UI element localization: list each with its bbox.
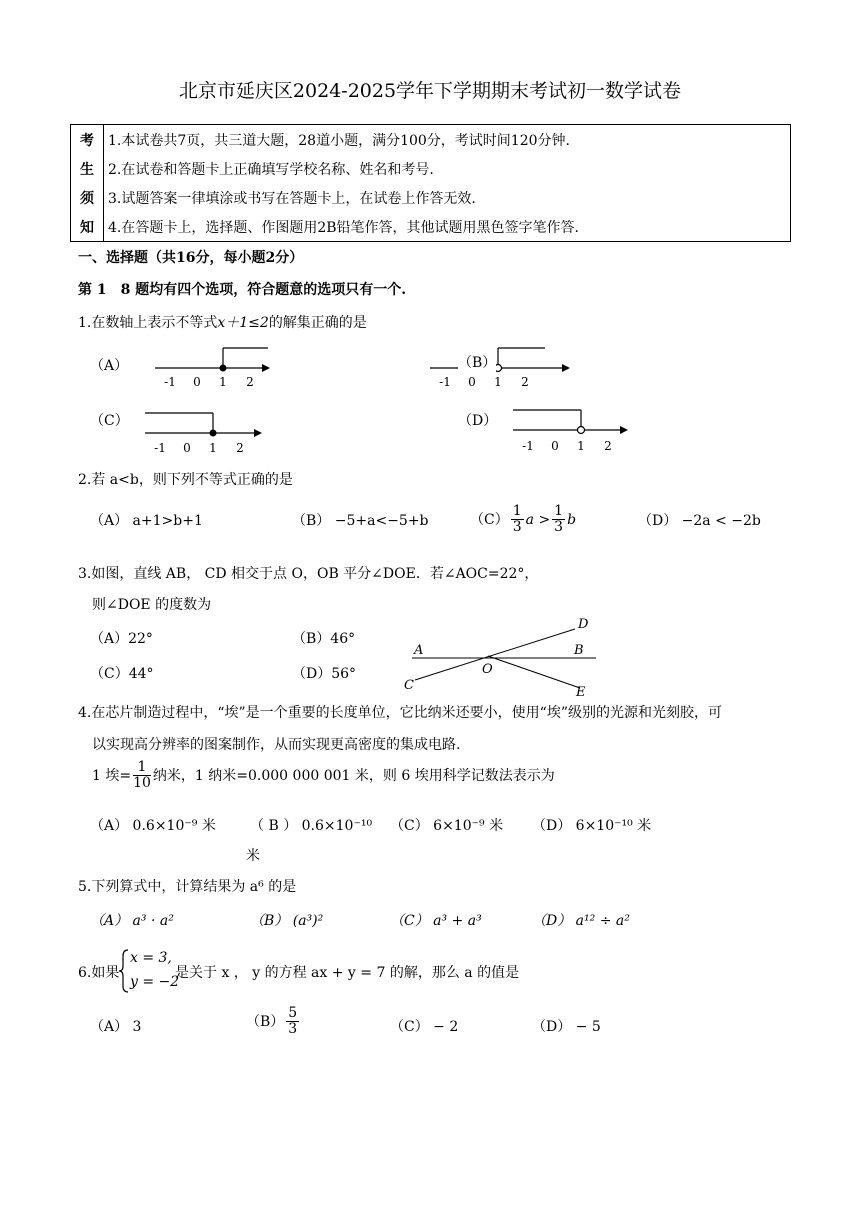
- q1-stem: [78, 312, 367, 332]
- q6-suffix: 是关于 x ， y 的方程 ax + y = 7 的解，那么 a 的值是: [175, 965, 520, 981]
- q4-option-a: （A） 0.6×10⁻⁹ 米: [90, 818, 216, 834]
- q4-line3-post: 纳米，1 纳米=0.000 000 001 米，则 6 埃用科学记数法表示为: [152, 767, 555, 784]
- q6-frac-num: 5: [288, 1005, 298, 1021]
- q1-stem-expr: x＋1≤2: [217, 315, 269, 331]
- q5-stem: 5.下列算式中，计算结果为 a⁶ 的是: [78, 879, 297, 895]
- q2-frac-num: 1: [554, 503, 564, 519]
- q2-option-b: （B） −5+a<−5+b: [292, 513, 429, 529]
- q5-option-d: （D） a¹² ÷ a²: [532, 913, 630, 929]
- q1-stem-prefix: 1.在数轴上表示不等式: [78, 315, 218, 331]
- q1-b-tick: 0: [468, 375, 476, 389]
- q3-option-c: （C）44°: [90, 666, 154, 682]
- notice-line: 3.试题答案一律填涂或书写在答题卡上，在试卷上作答无效.: [104, 183, 791, 212]
- q2-frac-num: 1: [512, 503, 522, 519]
- q1-d-tick: -1: [522, 439, 534, 453]
- q2-option-a: （A） a+1>b+1: [90, 513, 203, 529]
- notice-side-char: 须: [71, 183, 104, 212]
- q1-number-line-d: [508, 405, 638, 457]
- q1-c-tick: -1: [154, 441, 166, 455]
- q2-fraction: [511, 504, 524, 536]
- q1-a-tick: 0: [193, 375, 201, 389]
- q2-stem: 2.若 a<b，则下列不等式正确的是: [78, 472, 293, 488]
- q4-option-b-unit: 米: [246, 848, 260, 864]
- q6-option-c: （C） − 2: [390, 1019, 459, 1035]
- q2-frac-den: 3: [554, 519, 564, 536]
- q1-stem-suffix: 的解集正确的是: [268, 315, 367, 331]
- q1-d-tick: 0: [551, 439, 559, 453]
- q1-number-line-a: [150, 343, 280, 393]
- q4-frac-den: 10: [133, 775, 151, 792]
- q1-option-a-label: （A）: [90, 358, 129, 374]
- q2-frac-den: 3: [512, 519, 522, 536]
- notice-line: 4.在答题卡上，选择题、作图题用2B铅笔作答，其他试题用黑色签字笔作答.: [104, 212, 791, 242]
- q3-label-o: O: [482, 662, 493, 677]
- q5-option-c: （C） a³ + a³: [390, 913, 482, 929]
- q2-option-c-end: b: [567, 511, 577, 528]
- q5-option-b: （B） (a³)²: [250, 913, 324, 929]
- q4-option-d: （D） 6×10⁻¹⁰ 米: [532, 818, 652, 834]
- q2-option-d: （D） −2a < −2b: [638, 513, 761, 529]
- q6-option-d: （D） − 5: [532, 1019, 601, 1035]
- q6-frac-den: 3: [288, 1021, 298, 1038]
- q1-number-line-b: [425, 343, 585, 393]
- q4-line3-pre: 1 埃=: [92, 767, 132, 784]
- q6-system-eq1: x = 3,: [130, 950, 172, 966]
- q3-figure: [400, 612, 610, 702]
- q6-system-eq2: y = −2: [130, 974, 180, 990]
- notice-table: [70, 124, 791, 242]
- q1-b-tick: -1: [439, 375, 451, 389]
- q4-fraction: [133, 760, 151, 792]
- q4-stem-line2: 以实现高分辨率的图案制作，从而实现更高密度的集成电路.: [92, 737, 461, 753]
- notice-side-char: 知: [71, 212, 104, 242]
- q2-option-c-label: （C）: [470, 511, 509, 528]
- notice-side-char: 考: [71, 125, 104, 155]
- q4-option-c: （C） 6×10⁻⁹ 米: [390, 818, 504, 834]
- q1-c-tick: 0: [183, 441, 191, 455]
- q1-number-line-c: [140, 408, 270, 458]
- q6-brace: [118, 948, 130, 994]
- q3-label-b: B: [574, 643, 584, 658]
- notice-line: 2.在试卷和答题卡上正确填写学校名称、姓名和考号.: [104, 154, 791, 183]
- q1-c-tick: 2: [236, 441, 244, 455]
- q6-prefix: 6.如果: [78, 965, 120, 981]
- q1-d-tick: 2: [604, 439, 612, 453]
- q4-stem-line1: 4.在芯片制造过程中，“埃”是一个重要的长度单位，它比纳米还要小，使用“埃”级别的光源和光刻胶，可: [78, 705, 722, 721]
- q1-option-b-label: （B）: [458, 352, 496, 372]
- q4-frac-num: 1: [133, 760, 151, 776]
- q3-option-d: （D）56°: [292, 666, 357, 682]
- q3-label-d: D: [578, 617, 589, 632]
- q1-a-tick: 1: [219, 375, 227, 389]
- q6-option-b-label: （B）: [246, 1013, 285, 1030]
- q2-fraction: [552, 504, 565, 536]
- q3-stem-line2: 则∠DOE 的度数为: [92, 597, 212, 613]
- q3-label-e: E: [576, 685, 586, 700]
- page-title: 北京市延庆区2024-2025学年下学期期末考试初一数学试卷: [178, 80, 682, 102]
- section-heading: 一、选择题（共16分，每小题2分）: [78, 250, 304, 266]
- notice-line: 1.本试卷共7页，共三道大题，28道小题，满分100分，考试时间120分钟.: [104, 125, 791, 155]
- q6-option-a: （A） 3: [90, 1019, 142, 1035]
- q6-fraction: [286, 1006, 299, 1038]
- q1-c-tick: 1: [209, 441, 217, 455]
- q2-option-c-mid: a >: [525, 511, 551, 528]
- q1-a-tick: 2: [246, 375, 254, 389]
- q3-label-a: A: [414, 643, 424, 658]
- q1-a-tick: -1: [164, 375, 176, 389]
- q5-option-a: （A） a³ · a²: [90, 913, 174, 929]
- q1-option-c-label: （C）: [90, 413, 129, 429]
- q1-b-tick: 1: [494, 375, 502, 389]
- q1-b-tick: 2: [521, 375, 529, 389]
- q3-option-b: （B）46°: [292, 631, 356, 647]
- section-instruction: 第 1 8 题均有四个选项，符合题意的选项只有一个.: [78, 282, 407, 298]
- q1-d-tick: 1: [577, 439, 585, 453]
- q6-option-b: [246, 1006, 301, 1038]
- q1-option-d-label: （D）: [458, 413, 498, 429]
- q4-stem-line3: [92, 760, 555, 792]
- q2-option-c: [470, 504, 576, 536]
- q3-label-c: C: [404, 678, 414, 693]
- q4-option-b: （ B ） 0.6×10⁻¹⁰: [250, 818, 373, 834]
- q3-stem-line1: 3.如图，直线 AB， CD 相交于点 O，OB 平分∠DOE．若∠AOC=22°，: [78, 566, 539, 582]
- notice-side-char: 生: [71, 154, 104, 183]
- q3-option-a: （A）22°: [90, 631, 153, 647]
